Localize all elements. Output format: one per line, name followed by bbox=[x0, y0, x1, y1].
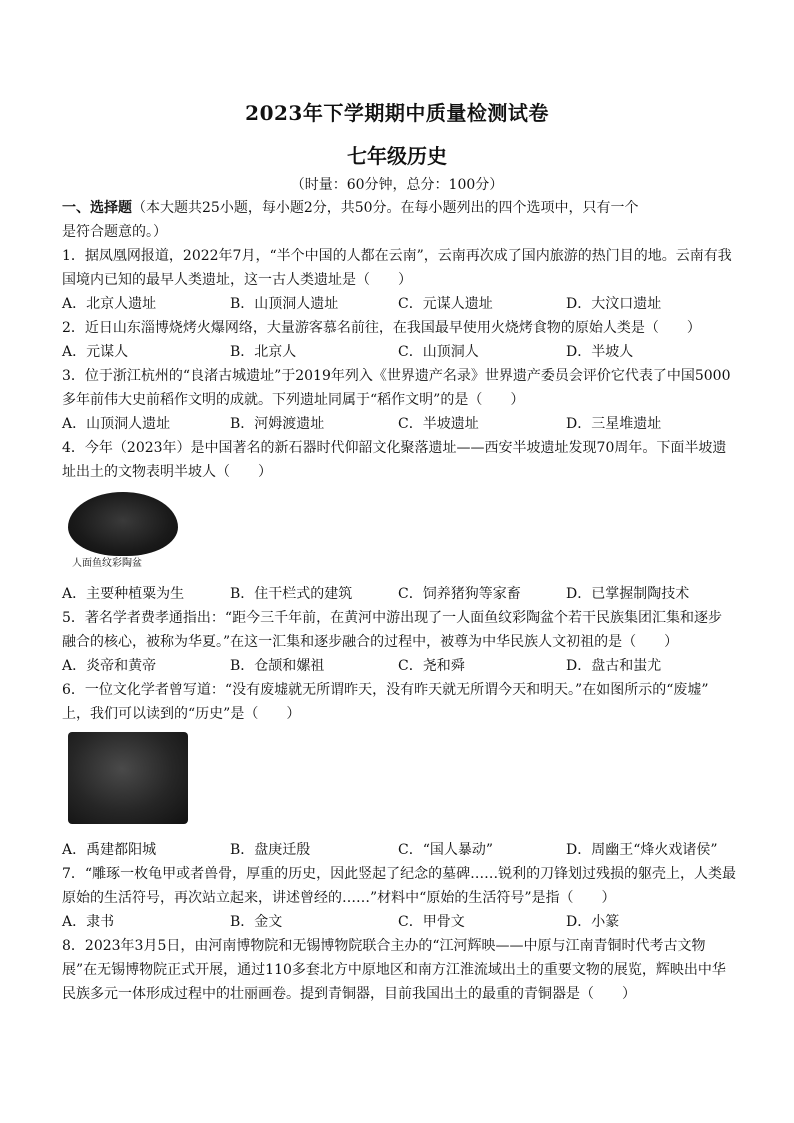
q5-line2: 融合的核心，被称为华夏。”在这一汇集和逐步融合的过程中，被尊为中华民族人文初祖的是（ ） bbox=[62, 634, 679, 650]
q6-line2: 上，我们可以读到的“历史”是（ ） bbox=[62, 706, 301, 722]
q2-line1: 2．近日山东淄博烧烤火爆网络，大量游客慕名前往，在我国最早使用火烧烤食物的原始人类是（ ） bbox=[62, 320, 701, 336]
q7-line1: 7．“雕琢一枚龟甲或者兽骨，厚重的历史，因此竖起了纪念的墓碑……锐利的刀锋划过残损的躯壳上，人类最 bbox=[62, 866, 737, 882]
q2-options bbox=[62, 340, 734, 364]
q8-line3: 民族多元一体形成过程中的壮丽画卷。提到青铜器，目前我国出土的最重的青铜器是（ ） bbox=[62, 986, 636, 1002]
section-desc-2: 是符合题意的。） bbox=[62, 224, 167, 240]
q5-option-a: A．炎帝和黄帝 bbox=[62, 658, 157, 674]
q4-option-b: B．住干栏式的建筑 bbox=[230, 586, 353, 602]
q4-line1: 4．今年（2023年）是中国著名的新石器时代仰韶文化聚落遗址——西安半坡遗址发现70周年。下面半坡遗 bbox=[62, 440, 727, 456]
q6-option-c: C．“国人暴动” bbox=[398, 842, 494, 858]
q6-option-b: B．盘庚迁殷 bbox=[230, 842, 311, 858]
q2-option-d: D．半坡人 bbox=[566, 344, 634, 360]
q3-option-b: B．河姆渡遗址 bbox=[230, 416, 325, 432]
q1-option-b: B．山顶洞人遗址 bbox=[230, 296, 339, 312]
q3-option-a: A．山顶洞人遗址 bbox=[62, 416, 171, 432]
q1-line2: 国境内已知的最早人类遗址，这一古人类遗址是（ ） bbox=[62, 272, 412, 288]
q3-option-c: C．半坡遗址 bbox=[398, 416, 479, 432]
q8-line2: 展”在无锡博物院正式开展，通过110多套北方中原地区和南方江淮流域出土的重要文物的展览，辉映出中华 bbox=[62, 962, 726, 978]
q5-option-b: B．仓颉和嫘祖 bbox=[230, 658, 325, 674]
q4-option-d: D．已掌握制陶技术 bbox=[566, 586, 690, 602]
q7-options bbox=[62, 910, 734, 934]
q3-line2: 多年前伟大史前稻作文明的成就。下列遗址同属于“稻作文明”的是（ ） bbox=[62, 392, 525, 408]
q5-option-d: D．盘古和蚩尤 bbox=[566, 658, 662, 674]
q1-option-d: D．大汶口遗址 bbox=[566, 296, 662, 312]
q7-option-d: D．小篆 bbox=[566, 914, 620, 930]
q1-option-a: A．北京人遗址 bbox=[62, 296, 157, 312]
q2-option-b: B．北京人 bbox=[230, 344, 297, 360]
q2-option-c: C．山顶洞人 bbox=[398, 344, 479, 360]
q5-options bbox=[62, 654, 734, 678]
q6-option-a: A．禹建都阳城 bbox=[62, 842, 157, 858]
section-heading: 一、选择题 bbox=[62, 200, 132, 216]
exam-title: 2023年下学期期中质量检测试卷 bbox=[245, 101, 549, 125]
q4-image-caption: 人面鱼纹彩陶盆 bbox=[72, 558, 142, 569]
q5-line1: 5．著名学者费孝通指出：“距今三千年前，在黄河中游出现了一人面鱼纹彩陶盆个若干民族集团汇集和逐步 bbox=[62, 610, 723, 626]
q1-option-c: C．元谋人遗址 bbox=[398, 296, 493, 312]
q5-option-c: C．尧和舜 bbox=[398, 658, 465, 674]
q6-option-d: D．周幽王“烽火戏诸侯” bbox=[566, 842, 718, 858]
q6-line1: 6．一位文化学者曾写道：“没有废墟就无所谓昨天，没有昨天就无所谓今天和明天。”在如图所示的“废墟” bbox=[62, 682, 709, 698]
painted-pottery-basin-image bbox=[68, 492, 178, 556]
q1-options bbox=[62, 292, 734, 316]
q7-option-c: C．甲骨文 bbox=[398, 914, 465, 930]
section-header bbox=[62, 196, 734, 220]
exam-time-info: （时量：60分钟，总分：100分） bbox=[290, 177, 504, 193]
exam-subtitle: 七年级历史 bbox=[347, 144, 447, 168]
q4-options bbox=[62, 582, 734, 606]
ruins-photo-image bbox=[68, 732, 188, 824]
q3-line1: 3．位于浙江杭州的“良渚古城遗址”于2019年列入《世界遗产名录》世界遗产委员会评价它代表了中国5000 bbox=[62, 368, 731, 384]
q4-option-a: A．主要种植粟为生 bbox=[62, 586, 185, 602]
q4-option-c: C．饲养猪狗等家畜 bbox=[398, 586, 521, 602]
q3-option-d: D．三星堆遗址 bbox=[566, 416, 662, 432]
q8-line1: 8．2023年3月5日，由河南博物院和无锡博物院联合主办的“江河辉映——中原与江南青铜时代考古文物 bbox=[62, 938, 706, 954]
q7-option-a: A．隶书 bbox=[62, 914, 115, 930]
q2-option-a: A．元谋人 bbox=[62, 344, 129, 360]
q3-options bbox=[62, 412, 734, 436]
q7-option-b: B．金文 bbox=[230, 914, 283, 930]
section-desc: （本大题共25小题，每小题2分，共50分。在每小题列出的四个选项中，只有一个 bbox=[132, 200, 639, 216]
q1-line1: 1．据凤凰网报道，2022年7月，“半个中国的人都在云南”，云南再次成了国内旅游的热门目的地。云南有我 bbox=[62, 248, 732, 264]
q4-line2: 址出土的文物表明半坡人（ ） bbox=[62, 464, 272, 480]
q6-options bbox=[62, 838, 734, 862]
q7-line2: 原始的生活符号，再次站立起来，讲述曾经的……”材料中“原始的生活符号”是指（ ） bbox=[62, 890, 616, 906]
exam-content bbox=[62, 196, 737, 1006]
